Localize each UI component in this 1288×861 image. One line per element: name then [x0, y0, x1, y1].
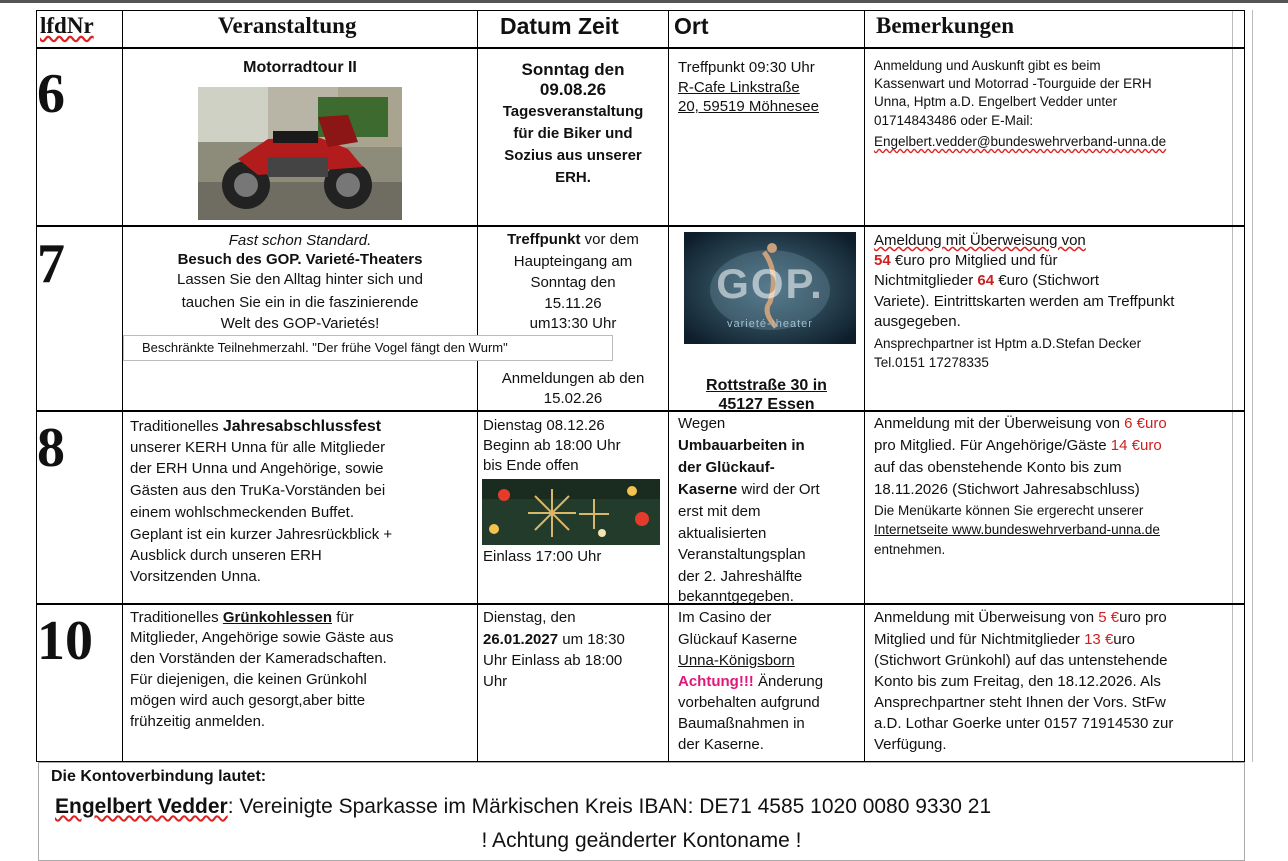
remarks-line [874, 436, 1162, 455]
member-price: 54 [874, 252, 891, 269]
event-line: Besuch des GOP. Varieté-Theaters [177, 251, 423, 268]
remarks-line [874, 630, 1135, 649]
remarks-line: Konto bis zum Freitag, den 18.12.2026. Als [874, 673, 1161, 690]
event-line [130, 417, 381, 436]
event-line: unserer KERH Unna für alle Mitglieder [130, 439, 386, 456]
event-line: Geplant ist ein kurzer Jahresrückblick + [130, 526, 393, 543]
date-line: 15.11.26 [544, 295, 602, 312]
bank-heading: Die Kontoverbindung lautet: [51, 768, 267, 785]
place-line: Treffpunkt 09:30 Uhr [678, 59, 815, 76]
gray-rule [1252, 10, 1253, 762]
event-line: mögen wird auch gesorgt,aber bitte [130, 692, 366, 709]
remarks-line [874, 414, 1167, 433]
event-text: Traditionelles [130, 609, 223, 626]
place-line: Unna-Königsborn [678, 652, 795, 669]
remarks-line [874, 271, 1099, 290]
remarks-text: Mitglied und für Nichtmitglieder [874, 631, 1085, 648]
address-line: Rottstraße 30 in [706, 377, 827, 394]
header-place: Ort [674, 13, 709, 39]
entry-time: Einlass 17:00 Uhr [483, 548, 602, 565]
account-holder: Engelbert Vedder [55, 795, 228, 818]
event-line: einem wohlschmeckenden Buffet. [130, 504, 355, 521]
date-line: bis Ende offen [483, 457, 579, 474]
place-text: wird der Ort [737, 481, 820, 498]
account-notice: ! Achtung geänderter Kontoname ! [481, 829, 802, 852]
header-lfdnr: lfdNr [40, 13, 94, 38]
event-line [130, 608, 354, 627]
place-line: Wegen [678, 415, 726, 432]
date-line: Beginn ab 18:00 Uhr [483, 437, 621, 454]
date-line: Dienstag 08.12.26 [483, 417, 605, 434]
event-highlight: Grünkohlessen [222, 609, 333, 626]
remarks-line: Verfügung. [874, 736, 947, 753]
remarks-text: Anmeldung mit Überweisung von [874, 609, 1099, 626]
header-event: Veranstaltung [218, 13, 357, 38]
header-remarks: Bemerkungen [876, 13, 1014, 38]
header-date: Datum Zeit [500, 13, 619, 39]
nonmember-price: 64 [977, 272, 995, 289]
remarks-line: Kassenwart und Motorrad -Tourguide der ERH [874, 76, 1152, 91]
header-divider [36, 47, 1245, 49]
remarks-text: €uro (Stichwort [994, 272, 1100, 289]
remarks-line: 18.11.2026 (Stichwort Jahresabschluss) [874, 481, 1140, 498]
date-line [478, 230, 668, 249]
place-line: bekanntgegeben. [678, 588, 794, 605]
bank-account-line [55, 794, 991, 820]
remarks-text: €uro pro Mitglied und für [890, 252, 1058, 269]
date-line: ERH. [555, 169, 591, 186]
gop-variete-logo [684, 232, 856, 344]
date-line: Sonntag den [521, 60, 625, 79]
event-line: Für diejenigen, die keinen Grünkohl [130, 671, 367, 688]
remarks-line: Tel.0151 17278335 [874, 355, 989, 370]
remarks-text: uro [1113, 631, 1135, 648]
christmas-decoration-photo [482, 479, 660, 545]
date-line: um13:30 Uhr [529, 315, 617, 332]
website-link[interactable]: Internetseite www.bundeswehrverband-unna.de [874, 522, 1160, 537]
remarks-line: Unna, Hptm a.D. Engelbert Vedder unter [874, 94, 1118, 109]
place-line: Veranstaltungsplan [678, 546, 806, 563]
event-line: Welt des GOP-Varietés! [220, 315, 380, 332]
remarks-line: Ansprechpartner steht Ihnen der Vors. StFw [874, 694, 1166, 711]
date-line: 09.08.26 [539, 80, 607, 99]
place-line: Umbauarbeiten in [678, 437, 805, 454]
place-line: der Glückauf- [678, 459, 775, 476]
gray-rule [1232, 10, 1233, 762]
remarks-line [874, 608, 1167, 627]
row-number: 10 [37, 610, 93, 672]
event-line: frühzeitig anmelden. [130, 713, 266, 730]
motorcycle-photo [198, 87, 402, 220]
column-divider [122, 10, 123, 762]
date-line [483, 630, 625, 649]
member-price: 6 €uro [1124, 415, 1167, 432]
meeting-point-label: Treffpunkt [507, 231, 581, 248]
date-line: Dienstag, den [483, 609, 576, 626]
registration-line: Anmeldungen ab den [501, 370, 645, 387]
place-line: 20, 59519 Möhnesee [678, 98, 819, 115]
remarks-line: Variete). Eintrittskarten werden am Treffpunkt [874, 293, 1175, 310]
place-line: vorbehalten aufgrund [678, 694, 820, 711]
participant-note: Beschränkte Teilnehmerzahl. "Der frühe Vogel fängt den Wurm" [123, 335, 613, 361]
row-divider [36, 603, 1245, 605]
remarks-line: Ameldung mit Überweisung von [874, 232, 1086, 249]
date-line: Uhr [483, 673, 508, 690]
remarks-text: Anmeldung mit der Überweisung von [874, 415, 1125, 432]
gop-logo-subtitle: varieté-theater [727, 318, 813, 330]
event-highlight: Jahresabschlussfest [222, 418, 382, 435]
date-line: Sonntag den [530, 274, 616, 291]
email-link[interactable]: Engelbert.vedder@bundeswehrverband-unna.de [874, 134, 1167, 149]
remarks-text: uro pro [1119, 609, 1167, 626]
remarks-line: ausgegeben. [874, 313, 961, 330]
event-line: Ausblick durch unseren ERH [130, 547, 322, 564]
remarks-text: Nichtmitglieder [874, 272, 978, 289]
place-highlight: Kaserne [678, 481, 738, 498]
place-line: der Kaserne. [678, 736, 764, 753]
bank-details: : Vereinigte Sparkasse im Märkischen Kreis IBAN: DE71 4585 1020 0080 9330 21 [227, 795, 992, 818]
nonmember-price: 13 € [1084, 631, 1114, 648]
address-line: 45127 Essen [718, 396, 815, 413]
place-text: Änderung [753, 673, 824, 690]
event-date: 26.01.2027 [483, 631, 559, 648]
event-line: Lassen Sie den Alltag hinter sich und [177, 271, 423, 288]
place-line [678, 480, 820, 499]
row-number: 6 [37, 63, 65, 125]
remarks-line: Ansprechpartner ist Hptm a.D.Stefan Decker [874, 336, 1142, 351]
column-divider [864, 10, 865, 762]
place-line: Glückauf Kaserne [678, 631, 798, 648]
place-line: R-Cafe Linkstraße [678, 79, 800, 96]
row-number: 8 [37, 417, 65, 479]
date-line: Sozius aus unserer [504, 147, 642, 164]
place-line: aktualisierten [678, 525, 767, 542]
date-line: Haupteingang am [513, 253, 633, 270]
event-line: Gästen aus den TruKa-Vorständen bei [130, 482, 386, 499]
place-line: der 2. Jahreshälfte [678, 568, 803, 585]
event-line: Mitglieder, Angehörige sowie Gäste aus [130, 629, 394, 646]
member-price: 5 € [1098, 609, 1120, 626]
row-divider [36, 225, 1245, 227]
remarks-line: (Stichwort Grünkohl) auf das untenstehende [874, 652, 1168, 669]
remarks-line [874, 251, 1057, 270]
table-border-right [1244, 10, 1245, 762]
guest-price: 14 €uro [1110, 437, 1162, 454]
warning-text: Achtung!!! [678, 673, 754, 690]
event-line: den Vorständen der Kameradschaften. [130, 650, 387, 667]
remarks-line: a.D. Lothar Goerke unter 0157 71914530 zur [874, 715, 1174, 732]
remarks-line: auf das obenstehende Konto bis zum [874, 459, 1122, 476]
table-border-top [36, 10, 1245, 11]
event-text: für [332, 609, 354, 626]
gop-logo-text: GOP. [716, 260, 824, 307]
event-line: Fast schon Standard. [228, 232, 372, 249]
place-line: Baumaßnahmen in [678, 715, 805, 732]
place-line: erst mit dem [678, 503, 761, 520]
row-number: 7 [37, 233, 65, 295]
remarks-line: 01714843486 oder E-Mail: [874, 113, 1034, 128]
remarks-line: entnehmen. [874, 542, 946, 557]
registration-date: 15.02.26 [543, 390, 603, 407]
remarks-text: pro Mitglied. Für Angehörige/Gäste [874, 437, 1111, 454]
event-line: tauchen Sie ein in die faszinierende [181, 294, 419, 311]
event-title: Motorradtour II [243, 59, 357, 76]
remarks-line: Anmeldung und Auskunft gibt es beim [874, 58, 1101, 73]
event-line: der ERH Unna und Angehörige, sowie [130, 460, 384, 477]
place-line [678, 672, 823, 691]
place-line: Im Casino der [678, 609, 772, 626]
date-text: vor dem [580, 231, 639, 248]
date-line: Tagesveranstaltung [502, 103, 644, 120]
event-text: Traditionelles [130, 418, 223, 435]
date-line: Uhr Einlass ab 18:00 [483, 652, 623, 669]
date-line: für die Biker und [513, 125, 633, 142]
event-line: Vorsitzenden Unna. [130, 568, 261, 585]
date-text: um 18:30 [558, 631, 625, 648]
remarks-line: Die Menükarte können Sie ergerecht unserer [874, 503, 1144, 518]
top-border [0, 0, 1288, 3]
row-divider [36, 410, 1245, 412]
